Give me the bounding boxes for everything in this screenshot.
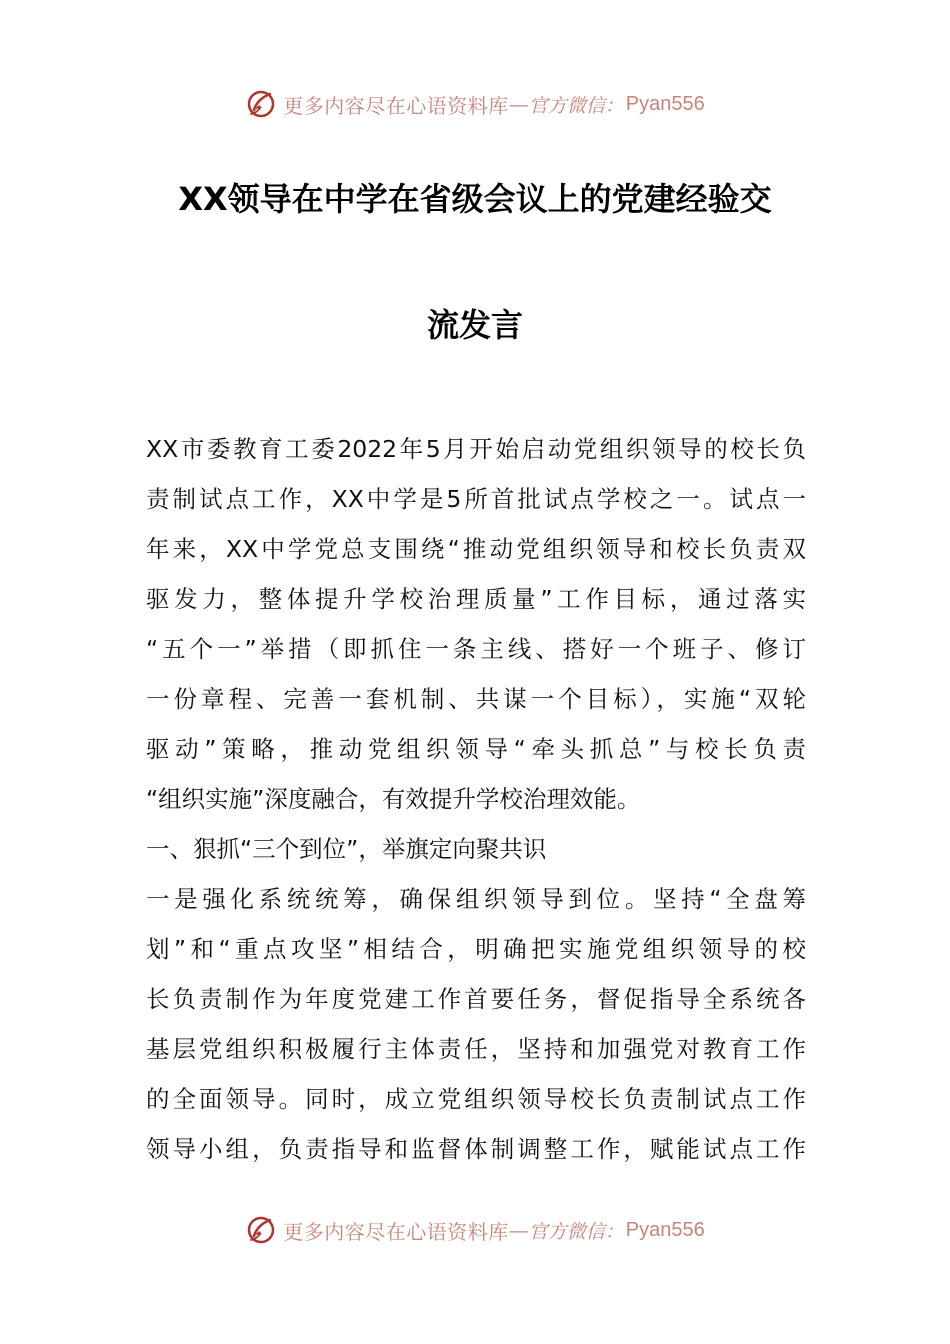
footer-watermark bbox=[0, 1210, 950, 1250]
body-line: 驱发力，整体提升学校治理质量”工作目标，通过落实 bbox=[146, 585, 806, 613]
body-line: 责制试点工作，XX中学是5所首批试点学校之一。试点一 bbox=[146, 485, 806, 513]
header-brand-text: 更多内容尽在心语资料库 bbox=[283, 93, 509, 118]
brush-swirl-logo-icon bbox=[245, 1214, 277, 1246]
header-wechat-id: Pyan556 bbox=[625, 92, 705, 115]
footer-wechat-label: 官方微信： bbox=[528, 1220, 624, 1243]
header-wechat-label: 官方微信： bbox=[528, 94, 624, 117]
header-dash: — bbox=[508, 92, 529, 116]
footer-dash: — bbox=[508, 1218, 529, 1242]
body-line: 领导小组，负责指导和监督体制调整工作，赋能试点工作 bbox=[146, 1135, 806, 1163]
footer-wechat-id: Pyan556 bbox=[625, 1218, 705, 1241]
body-line: XX市委教育工委2022年5月开始启动党组织领导的校长负 bbox=[146, 435, 806, 463]
section-heading: 一、狠抓“三个到位”，举旗定向聚共识 bbox=[146, 835, 547, 863]
body-line: 长负责制作为年度党建工作首要任务，督促指导全系统各 bbox=[146, 985, 806, 1013]
body-line: 的全面领导。同时，成立党组织领导校长负责制试点工作 bbox=[146, 1085, 806, 1113]
document-body bbox=[146, 424, 806, 1174]
body-line: 一是强化系统统筹，确保组织领导到位。坚持“全盘筹 bbox=[146, 885, 806, 913]
document-title-line-2: 流发言 bbox=[426, 306, 523, 344]
body-line: 年来，XX中学党总支围绕“推动党组织领导和校长负责双 bbox=[146, 535, 806, 563]
body-line: 基层党组织积极履行主体责任，坚持和加强党对教育工作 bbox=[146, 1035, 806, 1063]
body-line: 一份章程、完善一套机制、共谋一个目标），实施“双轮 bbox=[146, 685, 806, 713]
header-watermark bbox=[0, 84, 950, 124]
brush-swirl-logo-icon bbox=[245, 88, 277, 120]
body-line: “组织实施”深度融合，有效提升学校治理效能。 bbox=[146, 785, 641, 813]
body-line: “五个一”举措（即抓住一条主线、搭好一个班子、修订 bbox=[146, 635, 806, 663]
body-line: 驱动”策略，推动党组织领导“牵头抓总”与校长负责 bbox=[146, 735, 806, 763]
document-title-line-1: XX领导在中学在省级会议上的党建经验交 bbox=[178, 180, 772, 218]
footer-brand-text: 更多内容尽在心语资料库 bbox=[283, 1219, 509, 1244]
body-line: 划”和“重点攻坚”相结合，明确把实施党组织领导的校 bbox=[146, 935, 806, 963]
